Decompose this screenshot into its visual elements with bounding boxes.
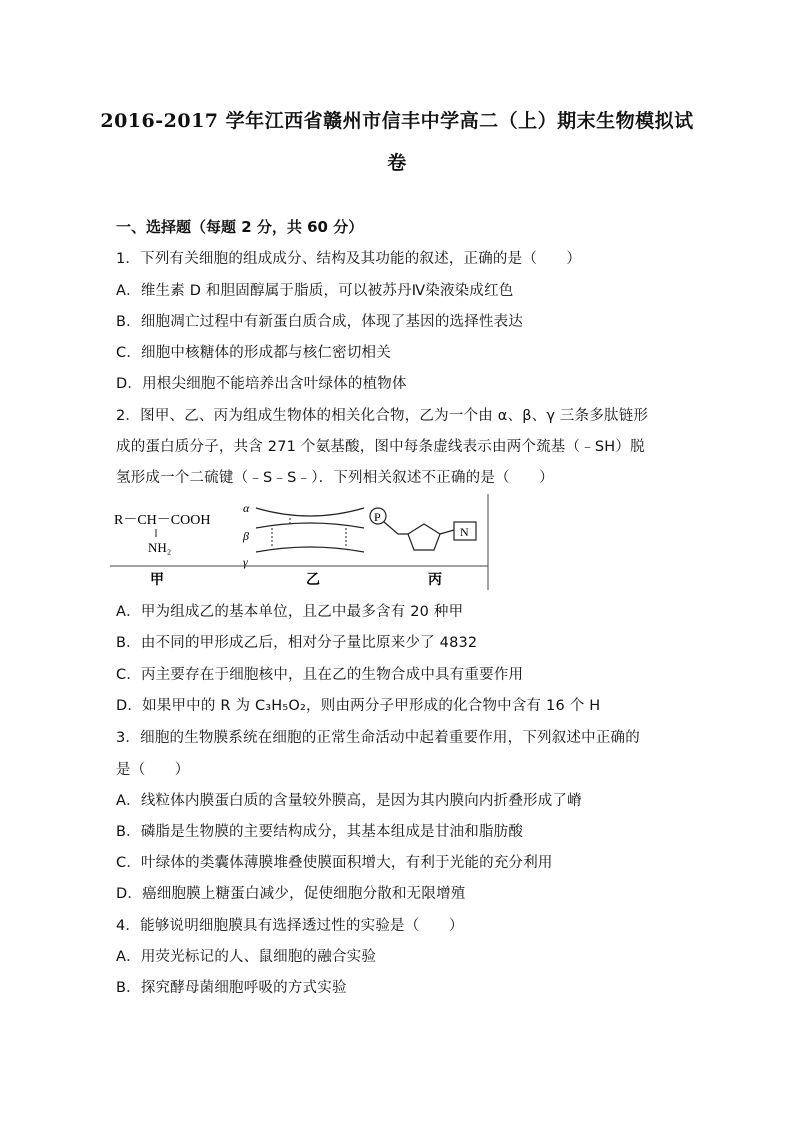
pentose-ring — [408, 524, 440, 550]
doc-title-line-1: 2016-2017 学年江西省赣州市信丰中学高二（上）期末生物模拟试 — [100, 110, 694, 132]
q3-option-b: B．磷脂是生物膜的主要结构成分，其基本组成是甘油和脂肪酸 — [116, 824, 524, 840]
q2-option-d: D．如果甲中的 R 为 C₃H₅O₂，则由两分子甲形成的化合物中含有 16 个 H — [116, 698, 601, 714]
q4-option-a: A．用荧光标记的人、鼠细胞的融合实验 — [116, 949, 377, 965]
q4-option-b: B．探究酵母菌细胞呼吸的方式实验 — [116, 980, 347, 996]
alpha-chain — [256, 508, 364, 516]
q2-option-c: C．丙主要存在于细胞核中，且在乙的生物合成中具有重要作用 — [116, 667, 524, 683]
q1-option-a: A．维生素 D 和胆固醇属于脂质，可以被苏丹Ⅳ染液染成红色 — [116, 283, 514, 299]
q3-option-d: D．癌细胞膜上糖蛋白减少，促使细胞分散和无限增殖 — [116, 886, 466, 902]
gamma-label: γ — [243, 555, 248, 569]
beta-label: β — [243, 529, 249, 543]
q1-option-d: D．用根尖细胞不能培养出含叶绿体的植物体 — [116, 376, 407, 392]
phosphate-label: P — [374, 510, 381, 524]
q2-stem-line-2: 成的蛋白质分子，共含 271 个氨基酸，图中每条虚线表示由两个巯基（﹣SH）脱 — [116, 439, 645, 455]
amino-acid-formula: R－CH－COOH — [114, 513, 211, 528]
q1-option-b: B．细胞凋亡过程中有新蛋白质合成，体现了基因的选择性表达 — [116, 314, 524, 330]
doc-title-line-2: 卷 — [387, 152, 407, 174]
compound-figure — [110, 494, 490, 590]
q3-stem-line-2: 是（ ） — [116, 762, 190, 778]
q2-stem-line-1: 2．图甲、乙、丙为组成生物体的相关化合物，乙为一个由 α、β、γ 三条多肽链形 — [116, 408, 649, 424]
q1-option-c: C．细胞中核糖体的形成都与核仁密切相关 — [116, 345, 391, 361]
q2-stem-line-3: 氢形成一个二硫键（﹣S﹣S﹣）．下列相关叙述不正确的是（ ） — [116, 470, 554, 486]
q2-option-a: A．甲为组成乙的基本单位，且乙中最多含有 20 种甲 — [116, 604, 464, 620]
q3-option-a: A．线粒体内膜蛋白质的含量较外膜高，是因为其内膜向内折叠形成了嵴 — [116, 793, 582, 809]
gamma-chain — [256, 547, 364, 552]
phosphate-bond — [384, 522, 408, 534]
base-bond — [440, 530, 454, 534]
label-bing: 丙 — [428, 572, 442, 588]
q1-stem: 1．下列有关细胞的组成成分、结构及其功能的叙述，正确的是（ ） — [116, 251, 582, 267]
section-heading: 一、选择题（每题 2 分，共 60 分） — [116, 218, 364, 236]
q3-option-c: C．叶绿体的类囊体薄膜堆叠使膜面积增大，有利于光能的充分利用 — [116, 855, 553, 871]
beta-chain — [256, 523, 364, 528]
q3-stem-line-1: 3．细胞的生物膜系统在细胞的正常生命活动中起着重要作用，下列叙述中正确的 — [116, 730, 640, 746]
label-jia: 甲 — [150, 572, 164, 588]
label-yi: 乙 — [306, 572, 320, 588]
q2-option-b: B．由不同的甲形成乙后，相对分子量比原来少了 4832 — [116, 635, 478, 651]
q4-stem: 4．能够说明细胞膜具有选择透过性的实验是（ ） — [116, 918, 464, 934]
base-label: N — [460, 525, 469, 539]
amino-group: NH₂ — [148, 540, 172, 555]
alpha-label: α — [243, 501, 250, 515]
